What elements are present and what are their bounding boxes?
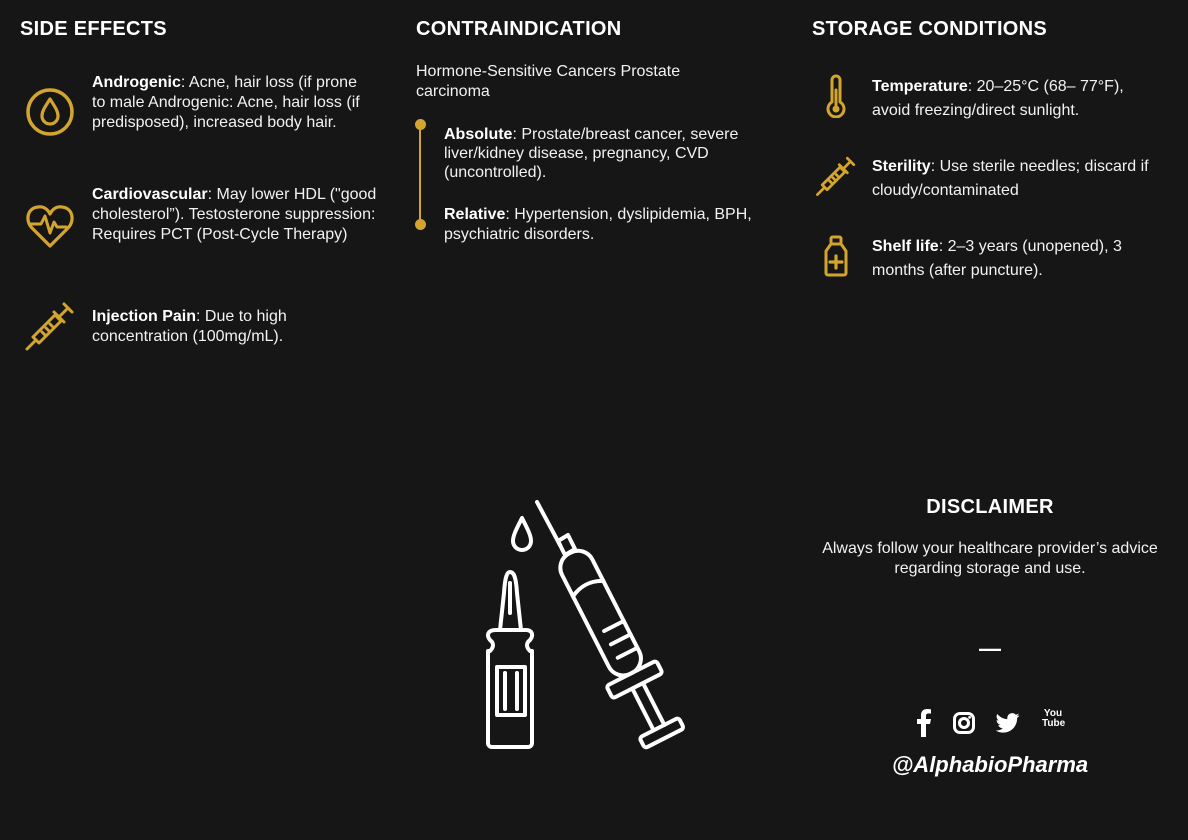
social-handle[interactable]: @AlphabioPharma	[891, 752, 1089, 777]
side-effect-text: : Acne, hair loss (if prone to male Androgenic: Acne, hair loss (if predisposed), increased body hair.	[92, 74, 360, 131]
storage-label: Temperature	[872, 78, 968, 95]
side-effect-label: Cardiovascular	[92, 186, 208, 203]
storage-text: : 20–25°C (68– 77°F), avoid freezing/direct sunlight.	[872, 78, 1124, 119]
youtube-label: You Tube	[1042, 708, 1066, 729]
contraindication-text: : Prostate/breast cancer, severe liver/kidney disease, pregnancy, CVD (uncontrolled).	[444, 126, 739, 181]
disclaimer-text: Always follow your healthcare provider’s advice regarding storage and use.	[822, 540, 1158, 577]
storage-label: Sterility	[872, 158, 931, 175]
vial-and-syringe-icon	[470, 495, 720, 760]
storage-temperature	[872, 75, 1162, 123]
side-effects-title: SIDE EFFECTS	[20, 18, 167, 40]
timeline-line	[419, 124, 421, 224]
facebook-icon[interactable]	[916, 709, 932, 742]
twitter-icon[interactable]	[996, 713, 1020, 738]
heart-pulse-icon	[24, 202, 76, 250]
side-effect-cardiovascular	[92, 185, 377, 245]
instagram-icon[interactable]	[953, 712, 975, 739]
storage-shelf-life	[872, 235, 1162, 283]
timeline-bullet	[415, 219, 426, 230]
contraindication-absolute	[444, 125, 774, 182]
syringe-icon	[815, 155, 857, 197]
storage-text: : 2–3 years (unopened), 3 months (after puncture).	[872, 238, 1122, 279]
disclaimer-divider: —	[979, 636, 1001, 661]
side-effect-androgenic	[92, 73, 372, 133]
side-effect-text: : Due to high concentration (100mg/mL).	[92, 308, 287, 345]
storage-label: Shelf life	[872, 238, 939, 255]
side-effect-injection-pain	[92, 307, 372, 347]
side-effect-text: : May lower HDL ("good cholesterol”). Testosterone suppression: Requires PCT (Post-Cycle Therapy)	[92, 186, 377, 243]
contraindication-label: Absolute	[444, 126, 513, 143]
contraindication-label: Relative	[444, 206, 506, 223]
contraindication-text: : Hypertension, dyslipidemia, BPH, psychiatric disorders.	[444, 206, 752, 243]
social-links	[912, 709, 1072, 739]
storage-sterility	[872, 155, 1162, 203]
disclaimer-title: DISCLAIMER	[926, 496, 1054, 518]
side-effect-label: Androgenic	[92, 74, 181, 91]
syringe-icon	[24, 300, 76, 352]
side-effect-label: Injection Pain	[92, 308, 197, 325]
timeline-bullet	[415, 119, 426, 130]
droplet-icon	[25, 86, 75, 138]
storage-title: STORAGE CONDITIONS	[812, 18, 1048, 40]
medicine-bottle-icon	[823, 235, 849, 277]
contraindication-intro: Hormone-Sensitive Cancers Prostate carcinoma	[416, 63, 681, 100]
contraindication-title: CONTRAINDICATION	[416, 18, 622, 40]
thermometer-icon	[824, 74, 848, 118]
storage-text: : Use sterile needles; discard if cloudy/contaminated	[872, 158, 1149, 199]
contraindication-relative	[444, 205, 774, 245]
youtube-icon[interactable]	[1042, 709, 1064, 739]
